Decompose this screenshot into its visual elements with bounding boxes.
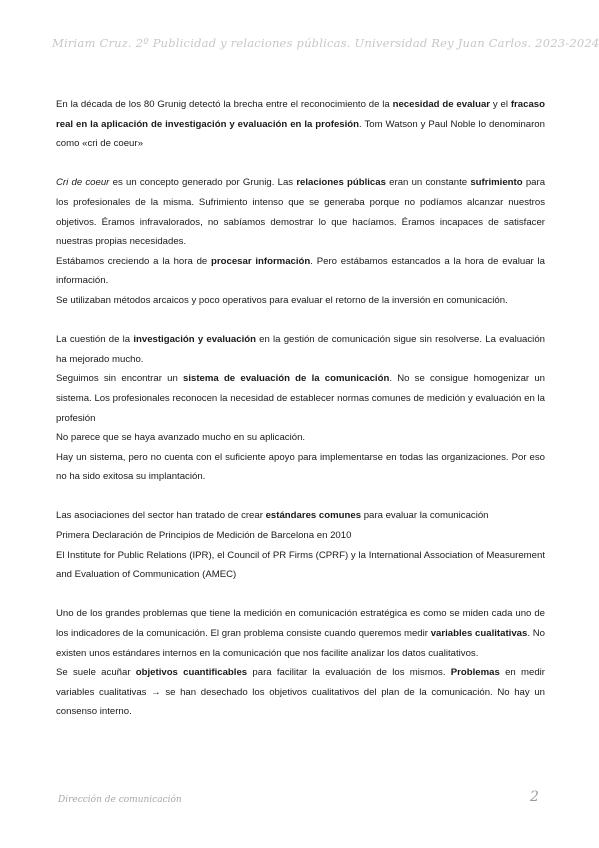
bold-text: sufrimiento (470, 177, 523, 189)
page-number: 2 (530, 789, 539, 805)
paragraph (56, 506, 545, 526)
text-run: para evaluar la comunicación (361, 510, 489, 522)
text-run: No parece que se haya avanzado mucho en su aplicación. (56, 432, 306, 444)
paragraph (56, 546, 545, 585)
paragraph (56, 291, 545, 311)
italic-text: Cri de coeur (56, 177, 110, 189)
document-body (56, 95, 545, 722)
text-run: La cuestión de la (56, 334, 134, 346)
text-run: en medir variables cualitativas → se han desechado los objetivos cualitativos del plan de la comunicación. No hay un consenso interno. (56, 667, 546, 718)
text-run: . No existen unos estándares internos en la comunicación que nos facilite analizar los datos cualitativos. (56, 628, 545, 659)
bold-text: procesar información (211, 255, 311, 267)
text-run: es un concepto generado por Grunig. Las (109, 177, 297, 189)
text-run: . Tom Watson y Paul Noble lo denominaron como «cri de coeur» (56, 118, 545, 150)
paragraph (56, 448, 545, 487)
section-gap (56, 154, 545, 174)
paragraph (56, 663, 545, 722)
bold-text: variables cualitativas (430, 628, 528, 640)
bold-text: estándares comunes (265, 510, 362, 522)
text-run: . Pero estábamos estancados a la hora de evaluar la información. (56, 255, 545, 287)
text-run: . No se consigue homogenizar un sistema. Los profesionales reconocen la necesidad de establecer normas comunes de medición y evaluación en la profesión (56, 373, 545, 424)
footer-subject: Dirección de comunicación (58, 795, 182, 805)
paragraph (56, 428, 545, 448)
paragraph (56, 330, 545, 369)
text-run: Las asociaciones del sector han tratado de crear (56, 510, 266, 522)
section-gap (56, 311, 545, 331)
bold-text: investigación y evaluación (133, 334, 256, 346)
text-run: Se suele acuñar (56, 667, 136, 679)
text-run: Uno de los grandes problemas que tiene la medición en comunicación estratégica es como se miden cada uno de los indicadores de la comunicación. El gran problema consiste cuando queremos medir (56, 608, 545, 640)
bold-text: sistema de evaluación de la comunicación (183, 373, 390, 385)
text-run: Se utilizaban métodos arcaicos y poco operativos para evaluar el retorno de la inversión en comunicación. (56, 294, 508, 306)
bold-text: objetivos cuantificables (135, 667, 248, 679)
text-run: El Institute for Public Relations (IPR), el Council of PR Firms (CPRF) y la International Association of Measurement and Evaluation of Communication (AMEC) (56, 549, 545, 581)
text-run: Seguimos sin encontrar un (56, 373, 183, 385)
bold-text: relaciones públicas (296, 177, 386, 189)
text-run: eran un constante (385, 177, 471, 189)
paragraph (56, 526, 545, 546)
section-gap (56, 487, 545, 507)
page-header: Miriam Cruz. 2º Publicidad y relaciones públicas. Universidad Rey Juan Carlos. 2023-2024 (52, 36, 599, 50)
text-run: para facilitar la evaluación de los mismos. (247, 667, 451, 679)
bold-text: fracaso real en la aplicación de investigación y evaluación en la profesión (56, 99, 545, 130)
text-run: Hay un sistema, pero no cuenta con el suficiente apoyo para implementarse en todas las organizaciones. Por eso no ha sido exitosa su implantación. (56, 451, 545, 483)
paragraph (56, 604, 545, 663)
paragraph (56, 173, 545, 251)
text-run: y el (490, 99, 511, 110)
paragraph (56, 95, 545, 154)
section-gap (56, 585, 545, 605)
text-run: en la gestión de comunicación sigue sin resolverse. La evaluación ha mejorado mucho. (56, 334, 545, 365)
paragraph (56, 252, 545, 291)
text-run: Primera Declaración de Principios de Medición de Barcelona en 2010 (56, 530, 352, 542)
bold-text: Problemas (450, 667, 500, 679)
text-run: Estábamos creciendo a la hora de (56, 255, 212, 267)
text-run: para los profesionales de la misma. Sufrimiento intenso que se generaba porque no podíamos alcanzar nuestros objetivos. Éramos infravalorados, no sabíamos demostrar lo que hacíamos. Éramos incapaces de satisfacer nuestras propias necesidades. (56, 177, 546, 248)
bold-text: necesidad de evaluar (392, 99, 491, 110)
text-run: En la década de los 80 Grunig detectó la brecha entre el reconocimiento de la (56, 99, 393, 110)
paragraph (56, 369, 545, 428)
